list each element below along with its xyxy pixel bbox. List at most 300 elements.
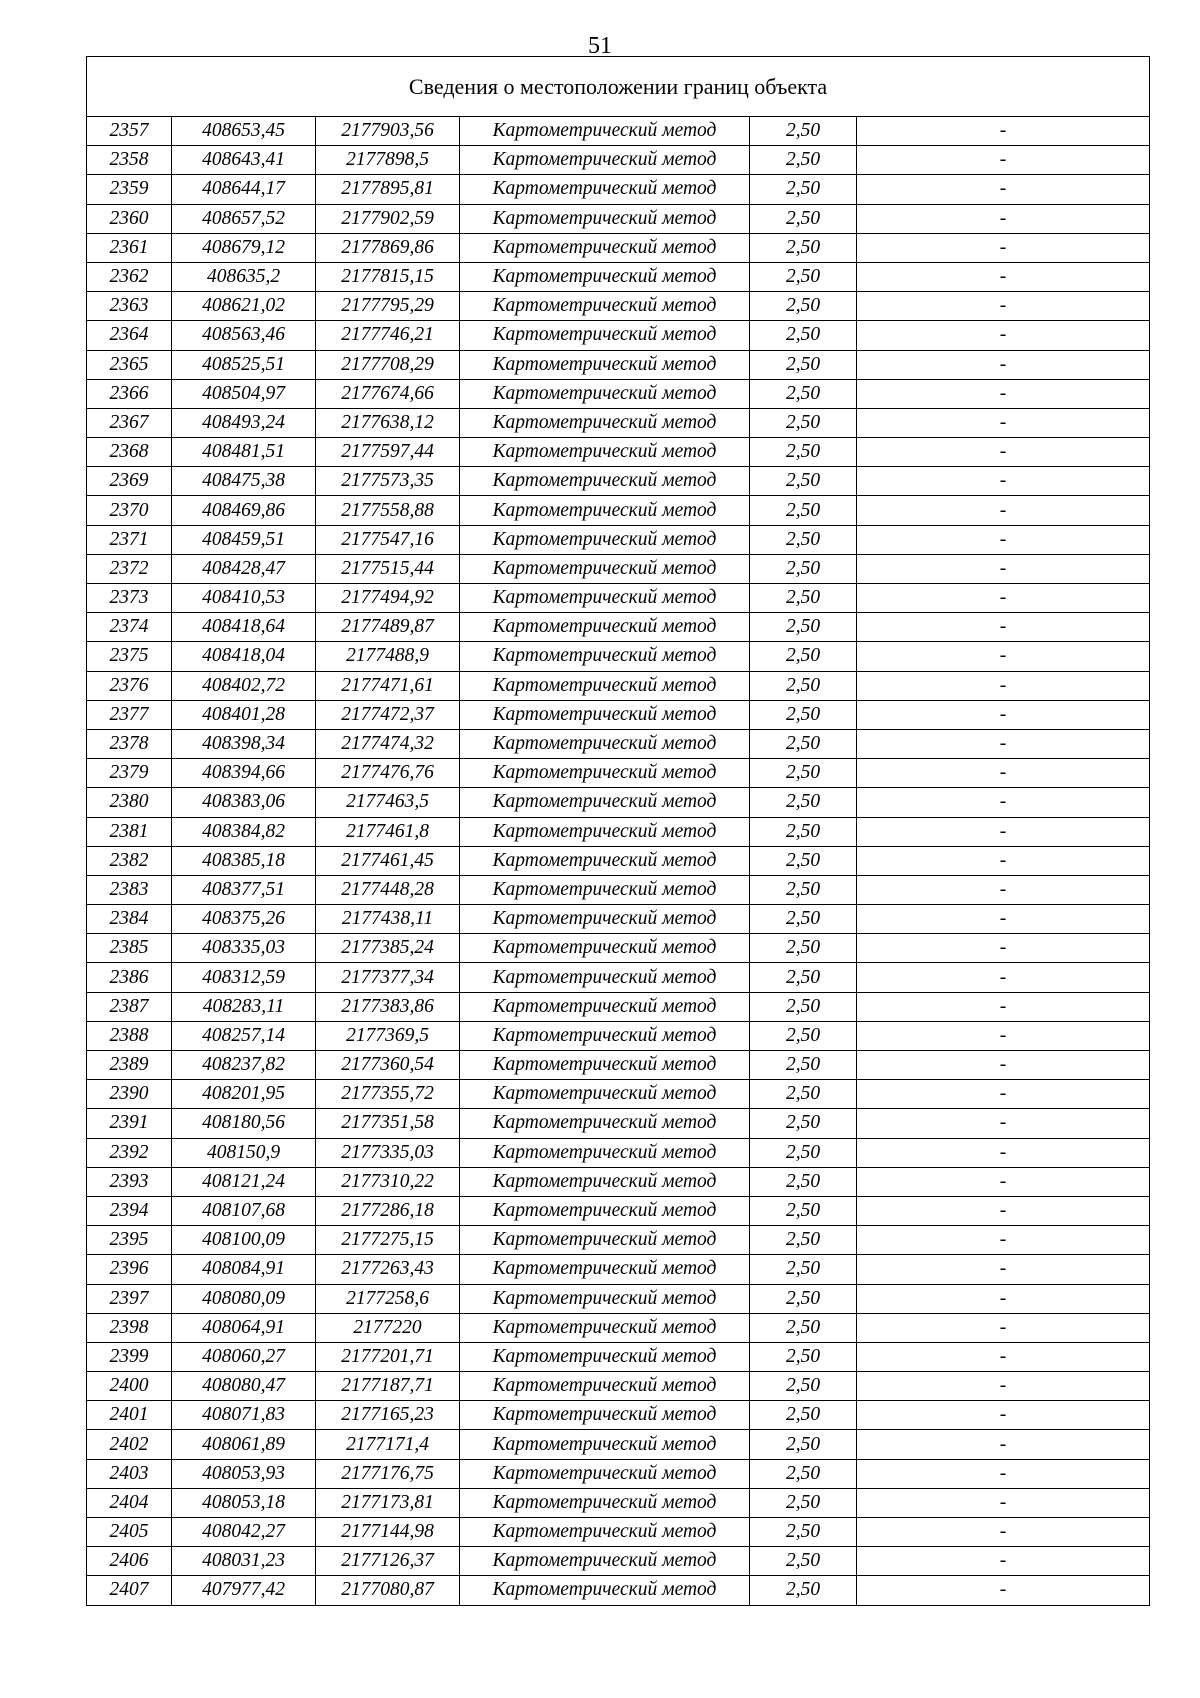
y-coordinate-cell: 2177080,87 [316,1576,460,1605]
table-row [87,1196,1150,1225]
y-coordinate-cell: 2177461,8 [316,817,460,846]
point-number-cell: 2365 [87,350,172,379]
y-coordinate-cell: 2177515,44 [316,554,460,583]
table-row [87,1313,1150,1342]
method-cell: Картометрический метод [460,1138,750,1167]
accuracy-cell: 2,50 [750,1021,857,1050]
table-row [87,554,1150,583]
table-row [87,525,1150,554]
accuracy-cell: 2,50 [750,1430,857,1459]
point-number-cell: 2366 [87,379,172,408]
description-cell: - [857,496,1150,525]
y-coordinate-cell: 2177494,92 [316,584,460,613]
table-row [87,671,1150,700]
y-coordinate-cell: 2177258,6 [316,1284,460,1313]
point-number-cell: 2390 [87,1080,172,1109]
accuracy-cell: 2,50 [750,875,857,904]
method-cell: Картометрический метод [460,671,750,700]
table-row [87,350,1150,379]
x-coordinate-cell: 408084,91 [172,1255,316,1284]
accuracy-cell: 2,50 [750,408,857,437]
x-coordinate-cell: 408475,38 [172,467,316,496]
y-coordinate-cell: 2177126,37 [316,1547,460,1576]
method-cell: Картометрический метод [460,175,750,204]
description-cell: - [857,1284,1150,1313]
description-cell: - [857,817,1150,846]
table-row [87,262,1150,291]
method-cell: Картометрический метод [460,584,750,613]
point-number-cell: 2373 [87,584,172,613]
accuracy-cell: 2,50 [750,1459,857,1488]
y-coordinate-cell: 2177438,11 [316,905,460,934]
point-number-cell: 2382 [87,846,172,875]
accuracy-cell: 2,50 [750,700,857,729]
point-number-cell: 2388 [87,1021,172,1050]
y-coordinate-cell: 2177171,4 [316,1430,460,1459]
x-coordinate-cell: 408525,51 [172,350,316,379]
point-number-cell: 2357 [87,117,172,146]
point-number-cell: 2407 [87,1576,172,1605]
y-coordinate-cell: 2177369,5 [316,1021,460,1050]
point-number-cell: 2386 [87,963,172,992]
description-cell: - [857,117,1150,146]
method-cell: Картометрический метод [460,1226,750,1255]
table-row [87,438,1150,467]
accuracy-cell: 2,50 [750,1138,857,1167]
point-number-cell: 2371 [87,525,172,554]
method-cell: Картометрический метод [460,321,750,350]
point-number-cell: 2406 [87,1547,172,1576]
description-cell: - [857,759,1150,788]
accuracy-cell: 2,50 [750,1313,857,1342]
description-cell: - [857,1342,1150,1371]
x-coordinate-cell: 408031,23 [172,1547,316,1576]
description-cell: - [857,525,1150,554]
y-coordinate-cell: 2177275,15 [316,1226,460,1255]
accuracy-cell: 2,50 [750,1284,857,1313]
x-coordinate-cell: 408398,34 [172,729,316,758]
method-cell: Картометрический метод [460,759,750,788]
table-title: Сведения о местоположении границ объекта [87,57,1150,117]
description-cell: - [857,934,1150,963]
x-coordinate-cell: 408100,09 [172,1226,316,1255]
method-cell: Картометрический метод [460,554,750,583]
accuracy-cell: 2,50 [750,292,857,321]
point-number-cell: 2377 [87,700,172,729]
x-coordinate-cell: 408064,91 [172,1313,316,1342]
x-coordinate-cell: 408418,04 [172,642,316,671]
description-cell: - [857,1051,1150,1080]
x-coordinate-cell: 408201,95 [172,1080,316,1109]
x-coordinate-cell: 408418,64 [172,613,316,642]
boundary-coordinates-table [86,56,1150,1606]
accuracy-cell: 2,50 [750,1372,857,1401]
description-cell: - [857,846,1150,875]
x-coordinate-cell: 408283,11 [172,992,316,1021]
x-coordinate-cell: 408053,18 [172,1488,316,1517]
table-row [87,992,1150,1021]
point-number-cell: 2394 [87,1196,172,1225]
x-coordinate-cell: 408621,02 [172,292,316,321]
x-coordinate-cell: 408377,51 [172,875,316,904]
y-coordinate-cell: 2177895,81 [316,175,460,204]
table-row [87,1547,1150,1576]
description-cell: - [857,1109,1150,1138]
y-coordinate-cell: 2177176,75 [316,1459,460,1488]
point-number-cell: 2370 [87,496,172,525]
x-coordinate-cell: 408428,47 [172,554,316,583]
accuracy-cell: 2,50 [750,846,857,875]
description-cell: - [857,1547,1150,1576]
method-cell: Картометрический метод [460,1401,750,1430]
table-row [87,408,1150,437]
method-cell: Картометрический метод [460,788,750,817]
accuracy-cell: 2,50 [750,1576,857,1605]
y-coordinate-cell: 2177201,71 [316,1342,460,1371]
y-coordinate-cell: 2177187,71 [316,1372,460,1401]
y-coordinate-cell: 2177474,32 [316,729,460,758]
table-row [87,875,1150,904]
description-cell: - [857,584,1150,613]
y-coordinate-cell: 2177351,58 [316,1109,460,1138]
description-cell: - [857,1401,1150,1430]
x-coordinate-cell: 408643,41 [172,146,316,175]
table-row [87,146,1150,175]
point-number-cell: 2396 [87,1255,172,1284]
description-cell: - [857,1372,1150,1401]
x-coordinate-cell: 408410,53 [172,584,316,613]
y-coordinate-cell: 2177746,21 [316,321,460,350]
point-number-cell: 2359 [87,175,172,204]
table-row [87,584,1150,613]
table-row [87,817,1150,846]
x-coordinate-cell: 408080,09 [172,1284,316,1313]
description-cell: - [857,321,1150,350]
point-number-cell: 2384 [87,905,172,934]
description-cell: - [857,875,1150,904]
description-cell: - [857,642,1150,671]
y-coordinate-cell: 2177173,81 [316,1488,460,1517]
table-row [87,905,1150,934]
table-row [87,642,1150,671]
x-coordinate-cell: 408679,12 [172,233,316,262]
table-row [87,846,1150,875]
table-body [87,117,1150,1606]
y-coordinate-cell: 2177461,45 [316,846,460,875]
x-coordinate-cell: 408635,2 [172,262,316,291]
page-number: 51 [588,33,612,59]
description-cell: - [857,1080,1150,1109]
accuracy-cell: 2,50 [750,905,857,934]
point-number-cell: 2360 [87,204,172,233]
accuracy-cell: 2,50 [750,262,857,291]
y-coordinate-cell: 2177471,61 [316,671,460,700]
accuracy-cell: 2,50 [750,759,857,788]
accuracy-cell: 2,50 [750,1547,857,1576]
accuracy-cell: 2,50 [750,1518,857,1547]
y-coordinate-cell: 2177220 [316,1313,460,1342]
description-cell: - [857,175,1150,204]
accuracy-cell: 2,50 [750,438,857,467]
accuracy-cell: 2,50 [750,525,857,554]
method-cell: Картометрический метод [460,700,750,729]
point-number-cell: 2383 [87,875,172,904]
table-row [87,700,1150,729]
method-cell: Картометрический метод [460,525,750,554]
point-number-cell: 2398 [87,1313,172,1342]
accuracy-cell: 2,50 [750,1401,857,1430]
point-number-cell: 2362 [87,262,172,291]
x-coordinate-cell: 408657,52 [172,204,316,233]
description-cell: - [857,1430,1150,1459]
x-coordinate-cell: 408563,46 [172,321,316,350]
y-coordinate-cell: 2177869,86 [316,233,460,262]
point-number-cell: 2401 [87,1401,172,1430]
method-cell: Картометрический метод [460,875,750,904]
point-number-cell: 2369 [87,467,172,496]
accuracy-cell: 2,50 [750,233,857,262]
x-coordinate-cell: 407977,42 [172,1576,316,1605]
x-coordinate-cell: 408080,47 [172,1372,316,1401]
method-cell: Картометрический метод [460,613,750,642]
x-coordinate-cell: 408401,28 [172,700,316,729]
method-cell: Картометрический метод [460,1255,750,1284]
description-cell: - [857,788,1150,817]
point-number-cell: 2400 [87,1372,172,1401]
point-number-cell: 2404 [87,1488,172,1517]
x-coordinate-cell: 408071,83 [172,1401,316,1430]
method-cell: Картометрический метод [460,1109,750,1138]
method-cell: Картометрический метод [460,1372,750,1401]
method-cell: Картометрический метод [460,642,750,671]
table-row [87,1051,1150,1080]
y-coordinate-cell: 2177638,12 [316,408,460,437]
point-number-cell: 2392 [87,1138,172,1167]
x-coordinate-cell: 408237,82 [172,1051,316,1080]
accuracy-cell: 2,50 [750,934,857,963]
x-coordinate-cell: 408257,14 [172,1021,316,1050]
accuracy-cell: 2,50 [750,379,857,408]
x-coordinate-cell: 408042,27 [172,1518,316,1547]
y-coordinate-cell: 2177286,18 [316,1196,460,1225]
point-number-cell: 2374 [87,613,172,642]
table-row [87,292,1150,321]
point-number-cell: 2361 [87,233,172,262]
method-cell: Картометрический метод [460,204,750,233]
x-coordinate-cell: 408504,97 [172,379,316,408]
y-coordinate-cell: 2177558,88 [316,496,460,525]
description-cell: - [857,729,1150,758]
point-number-cell: 2375 [87,642,172,671]
table-row [87,496,1150,525]
table-row [87,613,1150,642]
y-coordinate-cell: 2177383,86 [316,992,460,1021]
method-cell: Картометрический метод [460,963,750,992]
table-row [87,467,1150,496]
table-row [87,1080,1150,1109]
accuracy-cell: 2,50 [750,1051,857,1080]
x-coordinate-cell: 408180,56 [172,1109,316,1138]
description-cell: - [857,1167,1150,1196]
accuracy-cell: 2,50 [750,467,857,496]
table-row [87,1372,1150,1401]
accuracy-cell: 2,50 [750,963,857,992]
table-row [87,117,1150,146]
table-row [87,1021,1150,1050]
table-row [87,1459,1150,1488]
description-cell: - [857,292,1150,321]
accuracy-cell: 2,50 [750,1226,857,1255]
method-cell: Картометрический метод [460,1196,750,1225]
x-coordinate-cell: 408335,03 [172,934,316,963]
accuracy-cell: 2,50 [750,1342,857,1371]
x-coordinate-cell: 408394,66 [172,759,316,788]
method-cell: Картометрический метод [460,262,750,291]
accuracy-cell: 2,50 [750,117,857,146]
x-coordinate-cell: 408383,06 [172,788,316,817]
description-cell: - [857,1459,1150,1488]
x-coordinate-cell: 408493,24 [172,408,316,437]
accuracy-cell: 2,50 [750,321,857,350]
point-number-cell: 2391 [87,1109,172,1138]
x-coordinate-cell: 408060,27 [172,1342,316,1371]
y-coordinate-cell: 2177448,28 [316,875,460,904]
table-title-row [87,57,1150,117]
description-cell: - [857,905,1150,934]
y-coordinate-cell: 2177903,56 [316,117,460,146]
accuracy-cell: 2,50 [750,788,857,817]
x-coordinate-cell: 408312,59 [172,963,316,992]
x-coordinate-cell: 408121,24 [172,1167,316,1196]
description-cell: - [857,1488,1150,1517]
method-cell: Картометрический метод [460,1430,750,1459]
table-row [87,729,1150,758]
x-coordinate-cell: 408653,45 [172,117,316,146]
description-cell: - [857,233,1150,262]
point-number-cell: 2385 [87,934,172,963]
table-row [87,1109,1150,1138]
y-coordinate-cell: 2177489,87 [316,613,460,642]
accuracy-cell: 2,50 [750,1196,857,1225]
accuracy-cell: 2,50 [750,146,857,175]
accuracy-cell: 2,50 [750,350,857,379]
method-cell: Картометрический метод [460,992,750,1021]
accuracy-cell: 2,50 [750,1488,857,1517]
point-number-cell: 2380 [87,788,172,817]
description-cell: - [857,438,1150,467]
description-cell: - [857,204,1150,233]
accuracy-cell: 2,50 [750,817,857,846]
accuracy-cell: 2,50 [750,1167,857,1196]
method-cell: Картометрический метод [460,1080,750,1109]
point-number-cell: 2367 [87,408,172,437]
y-coordinate-cell: 2177463,5 [316,788,460,817]
x-coordinate-cell: 408150,9 [172,1138,316,1167]
method-cell: Картометрический метод [460,117,750,146]
point-number-cell: 2378 [87,729,172,758]
x-coordinate-cell: 408385,18 [172,846,316,875]
y-coordinate-cell: 2177144,98 [316,1518,460,1547]
x-coordinate-cell: 408469,86 [172,496,316,525]
method-cell: Картометрический метод [460,379,750,408]
method-cell: Картометрический метод [460,846,750,875]
table-row [87,963,1150,992]
table-row [87,1518,1150,1547]
y-coordinate-cell: 2177488,9 [316,642,460,671]
y-coordinate-cell: 2177310,22 [316,1167,460,1196]
point-number-cell: 2381 [87,817,172,846]
description-cell: - [857,992,1150,1021]
accuracy-cell: 2,50 [750,992,857,1021]
point-number-cell: 2403 [87,1459,172,1488]
method-cell: Картометрический метод [460,1284,750,1313]
description-cell: - [857,1196,1150,1225]
description-cell: - [857,1576,1150,1605]
accuracy-cell: 2,50 [750,613,857,642]
accuracy-cell: 2,50 [750,554,857,583]
table-row [87,1138,1150,1167]
table-row [87,321,1150,350]
table-row [87,1255,1150,1284]
point-number-cell: 2368 [87,438,172,467]
description-cell: - [857,671,1150,700]
y-coordinate-cell: 2177263,43 [316,1255,460,1284]
method-cell: Картометрический метод [460,1459,750,1488]
description-cell: - [857,1518,1150,1547]
y-coordinate-cell: 2177472,37 [316,700,460,729]
table-row [87,233,1150,262]
description-cell: - [857,350,1150,379]
table-row [87,1401,1150,1430]
description-cell: - [857,1255,1150,1284]
point-number-cell: 2363 [87,292,172,321]
y-coordinate-cell: 2177355,72 [316,1080,460,1109]
y-coordinate-cell: 2177360,54 [316,1051,460,1080]
accuracy-cell: 2,50 [750,642,857,671]
x-coordinate-cell: 408481,51 [172,438,316,467]
table-row [87,1167,1150,1196]
method-cell: Картометрический метод [460,1167,750,1196]
y-coordinate-cell: 2177708,29 [316,350,460,379]
method-cell: Картометрический метод [460,1021,750,1050]
method-cell: Картометрический метод [460,438,750,467]
table-row [87,788,1150,817]
accuracy-cell: 2,50 [750,1109,857,1138]
method-cell: Картометрический метод [460,350,750,379]
table-row [87,934,1150,963]
point-number-cell: 2393 [87,1167,172,1196]
y-coordinate-cell: 2177795,29 [316,292,460,321]
method-cell: Картометрический метод [460,1051,750,1080]
description-cell: - [857,379,1150,408]
x-coordinate-cell: 408644,17 [172,175,316,204]
accuracy-cell: 2,50 [750,175,857,204]
point-number-cell: 2372 [87,554,172,583]
description-cell: - [857,613,1150,642]
accuracy-cell: 2,50 [750,204,857,233]
point-number-cell: 2389 [87,1051,172,1080]
table-row [87,1488,1150,1517]
method-cell: Картометрический метод [460,817,750,846]
table-row [87,1430,1150,1459]
accuracy-cell: 2,50 [750,1080,857,1109]
table-row [87,1226,1150,1255]
method-cell: Картометрический метод [460,1576,750,1605]
y-coordinate-cell: 2177674,66 [316,379,460,408]
accuracy-cell: 2,50 [750,496,857,525]
point-number-cell: 2397 [87,1284,172,1313]
method-cell: Картометрический метод [460,1518,750,1547]
